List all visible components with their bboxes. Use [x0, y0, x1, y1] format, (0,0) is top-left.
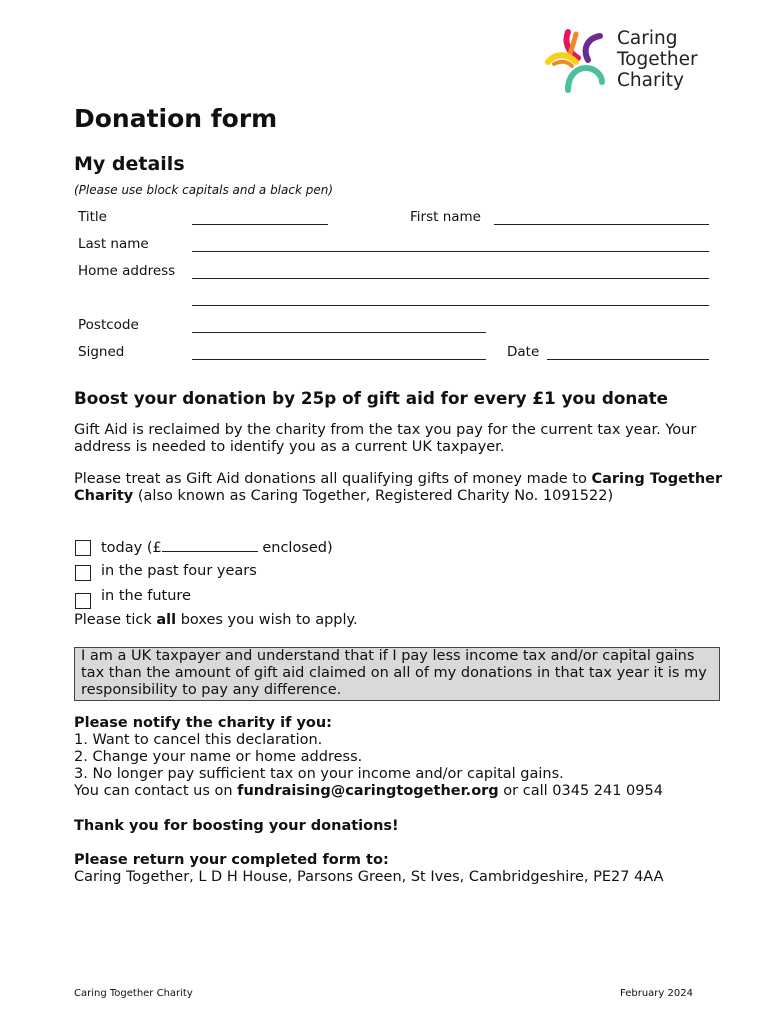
tick-text-post: boxes you wish to apply.	[176, 612, 358, 628]
checkbox-today[interactable]	[75, 540, 91, 556]
gift-aid-heading: Boost your donation by 25p of gift aid for every £1 you donate	[74, 388, 669, 408]
notify-heading: Please notify the charity if you:	[74, 715, 332, 731]
option-today-suffix: enclosed)	[257, 540, 333, 556]
option-today	[101, 539, 751, 557]
home-address-label: Home address	[78, 263, 176, 279]
tick-text: Please tick	[74, 612, 157, 628]
contact-text: You can contact us on	[74, 783, 238, 799]
postcode-label: Postcode	[78, 317, 139, 333]
logo-line: Together	[617, 49, 698, 70]
charity-name: Caring Together Charity	[74, 471, 723, 504]
postcode-field[interactable]	[192, 332, 486, 333]
title-label: Title	[78, 209, 107, 225]
declaration-box: I am a UK taxpayer and understand that if I pay less income tax and/or capital gains tax than the amount of gift aid claimed on all of my donations in that tax year it is my responsibility to pay any difference.	[74, 647, 720, 701]
option-past-label: in the past four years	[101, 563, 257, 579]
footer-org: Caring Together Charity	[74, 988, 193, 999]
amount-field[interactable]	[162, 539, 258, 552]
treat-text: Please treat as Gift Aid donations all qualifying gifts of money made to	[74, 471, 592, 487]
title-field[interactable]	[192, 224, 328, 225]
return-section	[74, 852, 724, 886]
return-heading: Please return your completed form to:	[74, 852, 389, 868]
tick-bold: all	[156, 612, 177, 628]
notify-item: 2. Change your name or home address.	[74, 749, 363, 765]
home-address-field-line1[interactable]	[192, 278, 709, 279]
return-address: Caring Together, L D H House, Parsons Green, St Ives, Cambridgeshire, PE27 4AA	[74, 869, 664, 885]
footer-date: February 2024	[620, 988, 693, 999]
date-field[interactable]	[547, 359, 709, 360]
last-name-field[interactable]	[192, 251, 709, 252]
notify-section	[74, 715, 724, 800]
signed-label: Signed	[78, 344, 125, 360]
last-name-label: Last name	[78, 236, 149, 252]
page-title: Donation form	[74, 104, 278, 133]
option-future-label: in the future	[101, 588, 191, 604]
thank-you-text: Thank you for boosting your donations!	[74, 818, 399, 834]
treat-text-post: (also known as Caring Together, Registered Charity No. 1091522)	[133, 488, 614, 504]
notify-item: 3. No longer pay sufficient tax on your income and/or capital gains.	[74, 766, 564, 782]
notify-item: 1. Want to cancel this declaration.	[74, 732, 323, 748]
contact-line	[74, 783, 724, 800]
first-name-label: First name	[410, 209, 481, 225]
option-today-label: today (£	[101, 540, 162, 556]
checkbox-future[interactable]	[75, 593, 91, 609]
logo-line: Caring	[617, 28, 678, 49]
logo-text	[617, 28, 698, 91]
signature-field[interactable]	[192, 359, 486, 360]
date-label: Date	[507, 344, 540, 360]
gift-aid-intro: Gift Aid is reclaimed by the charity from the tax you pay for the current tax year. Your address is needed to identify you as a current UK taxpayer.	[74, 422, 697, 455]
first-name-field[interactable]	[494, 224, 709, 225]
section-heading-my-details: My details	[74, 153, 185, 175]
tick-instruction	[74, 612, 724, 629]
contact-email-link[interactable]: fundraising@caringtogether.org	[237, 783, 499, 799]
home-address-field-line2[interactable]	[192, 305, 709, 306]
instruction-note: (Please use block capitals and a black pen)	[74, 183, 334, 197]
logo-line: Charity	[617, 70, 684, 91]
gift-aid-treat-text	[74, 471, 724, 505]
contact-phone: or call 0345 241 0954	[498, 783, 663, 799]
checkbox-past-four-years[interactable]	[75, 565, 91, 581]
logo-icon	[544, 28, 614, 94]
